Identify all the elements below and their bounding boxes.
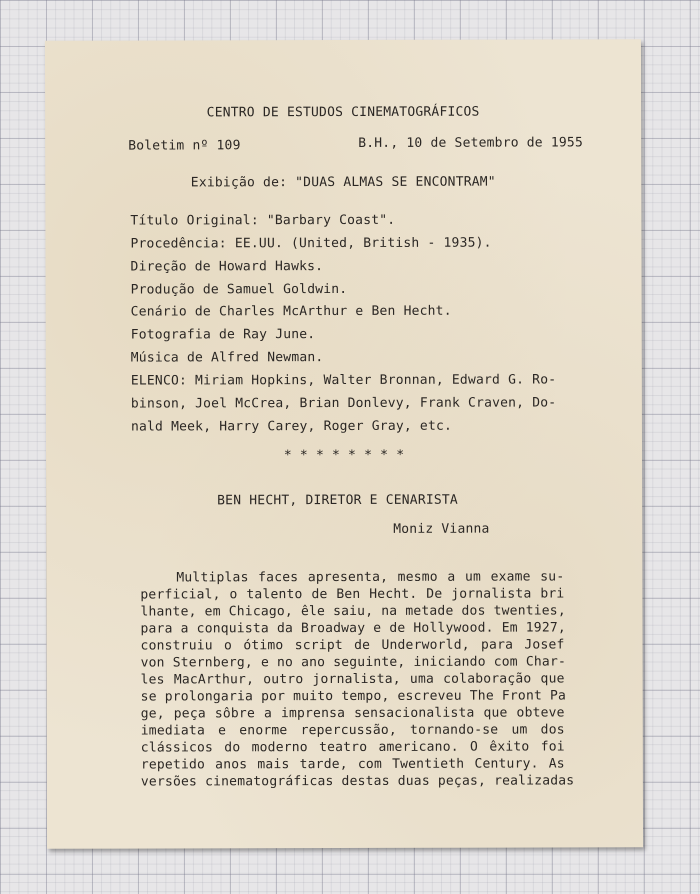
credit-line: Produção de Samuel Goldwin. [130,281,348,298]
article-line: Multiplas faces apresenta, mesmo a um exame su- [176,569,565,586]
credit-line: Título Original: "Barbary Coast". [130,212,396,229]
article-line: imediata e enorme repercussão, tornando-se um dos [140,722,565,739]
separator: * * * * * * * * [283,447,405,464]
article-line: versões cinematográficas destas duas peças, realizadas [140,773,575,790]
article-line: von Sternberg, e no ano seguinte, iniciando com Char- [140,654,567,671]
credit-line: ELENCO: Miriam Hopkins, Walter Bronnan, Edward G. Ro- [130,372,557,389]
article-line: para a conquista da Broadway e de Hollywood. Em 1927, [140,620,566,637]
credit-line: Fotografia de Ray June. [130,327,316,343]
credit-line: nald Meek, Harry Carey, Roger Gray, etc. [130,418,453,435]
org-title: CENTRO DE ESTUDOS CINEMATOGRÁFICOS [206,104,480,121]
article-title: BEN HECHT, DIRETOR E CENARISTA [217,492,458,509]
article-line: les MacArthur, outro jornalista, uma colaboração que [140,671,565,688]
credit-line: Cenário de Charles McArthur e Ben Hecht. [130,303,452,320]
article-line: repetido anos mais tarde, com Twentieth Century. As [140,756,565,773]
article-line: ge, peça sôbre a imprensa sensacionalista que obteve [140,705,565,722]
credit-line: Direção de Howard Hawks. [130,259,324,275]
document-page [45,39,643,849]
article-line: lhante, em Chicago, êle saiu, na metade dos twenties, [140,603,566,620]
article-line: construiu o ótimo script de Underworld, para Josef [140,637,565,654]
bulletin-date: B.H., 10 de Setembro de 1955 [358,135,583,151]
bulletin-number: Boletim nº 109 [128,138,241,154]
article-author: Moniz Vianna [393,521,490,537]
credit-line: Música de Alfred Newman. [130,350,324,366]
article-line: perficial, o talento de Ben Hecht. De jornalista bri [140,586,565,603]
credit-line: binson, Joel McCrea, Brian Donlevy, Frank Craven, Do- [130,395,557,412]
exhibition-title: Exibição de: "DUAS ALMAS SE ENCONTRAM" [190,174,496,191]
article-line: clássicos do moderno teatro americano. O êxito foi [140,739,565,756]
article-line: se prolongaria por muito tempo, escreveu The Front Pa [140,688,567,705]
credit-line: Procedência: EE.UU. (United, British - 1935). [130,235,492,252]
